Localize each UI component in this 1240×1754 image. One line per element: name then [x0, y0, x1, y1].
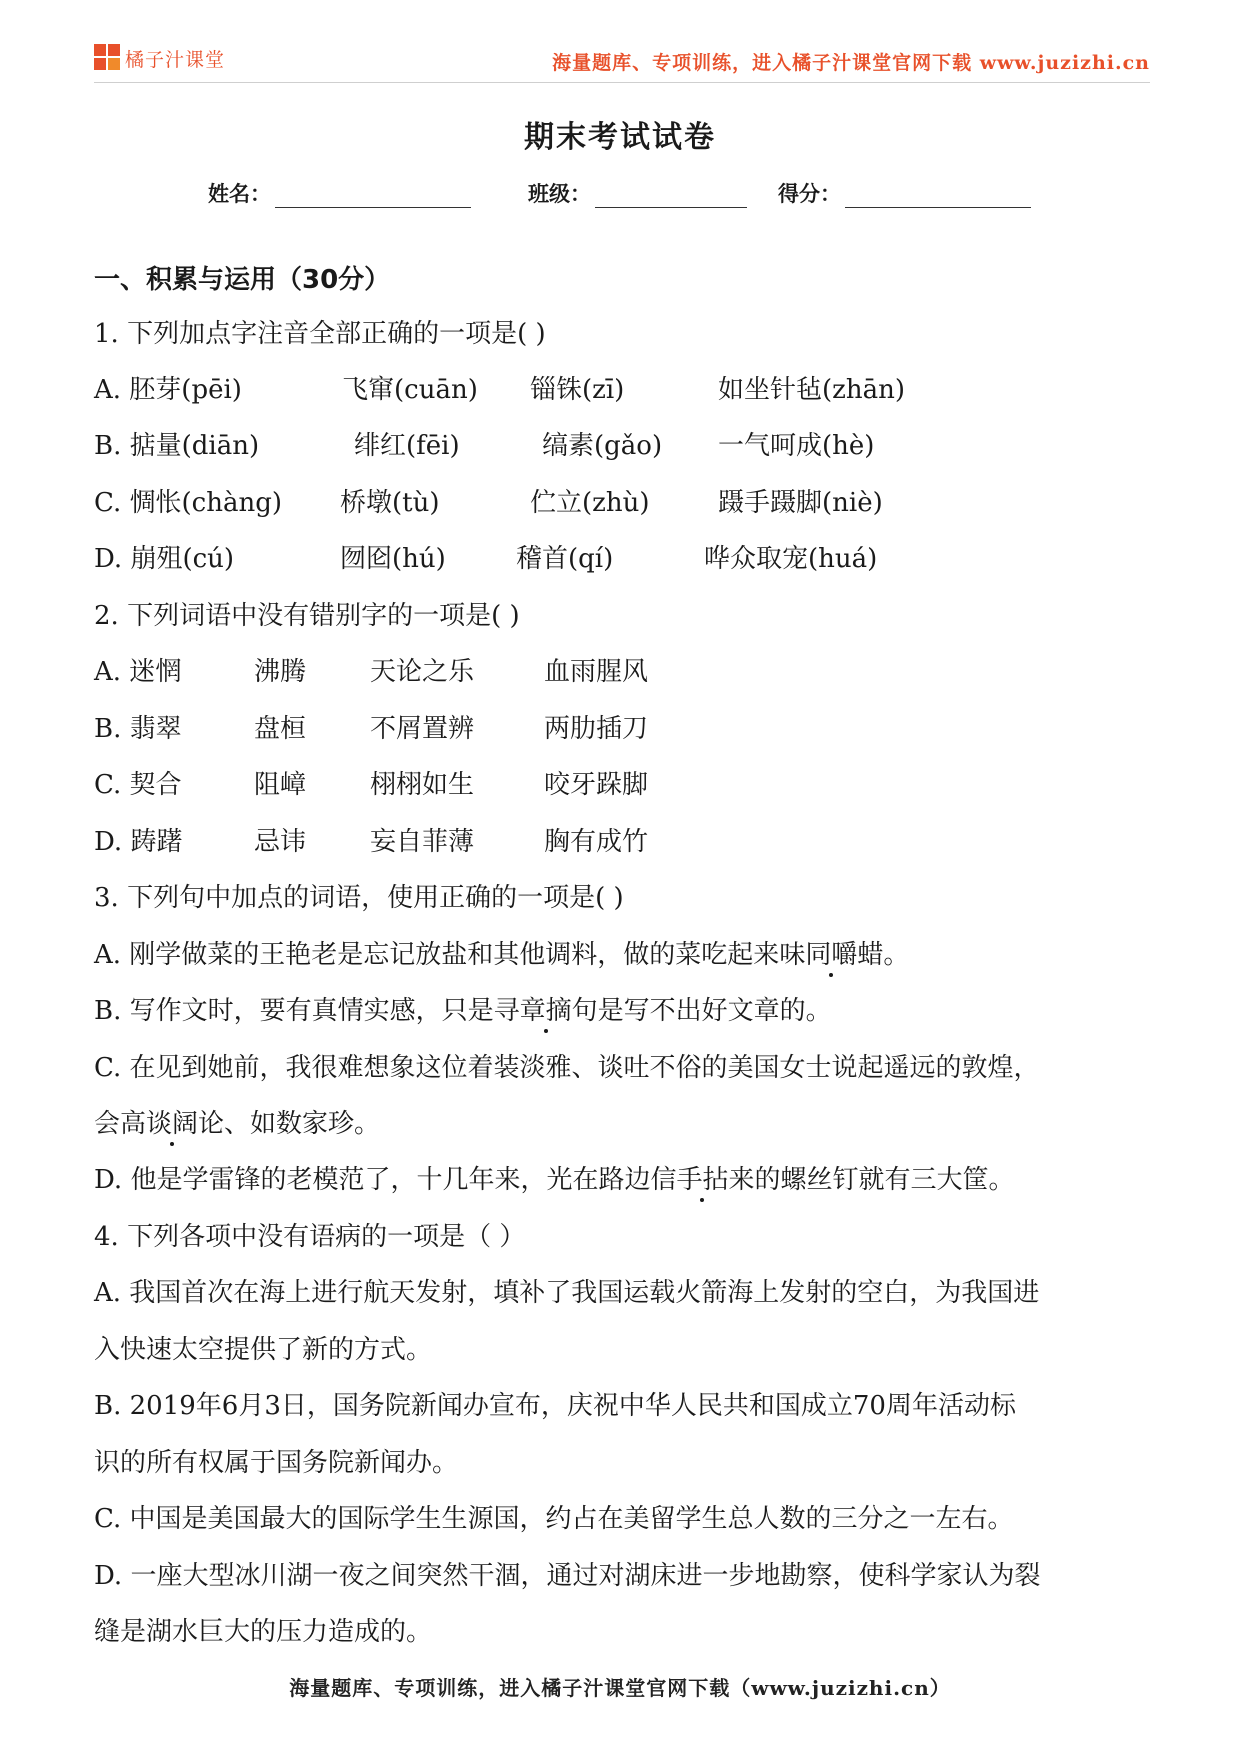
- question-4-stem: 4. 下列各项中没有语病的一项是（ ）: [94, 1222, 526, 1252]
- q3-option-d: [94, 1164, 1014, 1196]
- q1-a-4: 如坐针毡(zhān): [718, 375, 905, 405]
- q2-c-1: C. 契合: [94, 770, 182, 800]
- q4-option-d-line2: 缝是湖水巨大的压力造成的。: [94, 1617, 433, 1647]
- q1-b-4: 一气呵成(hè): [718, 431, 875, 461]
- q1-option-d: [94, 543, 1150, 575]
- name-blank: [275, 185, 471, 208]
- q4-option-a-line2: 入快速太空提供了新的方式。: [94, 1335, 433, 1365]
- q1-a-1: A. 胚芽(pēi): [94, 375, 242, 405]
- section-title: 一、积累与运用（30分）: [94, 265, 391, 295]
- q4-option-c: C. 中国是美国最大的国际学生生源国，约占在美留学生总人数的三分之一左右。: [94, 1504, 1014, 1534]
- q2-d-2: 忌讳: [254, 827, 307, 857]
- q2-a-3: 天论之乐: [370, 657, 475, 687]
- q2-a-4: 血雨腥风: [544, 657, 649, 687]
- question-1-stem: 1. 下列加点字注音全部正确的一项是( ): [94, 319, 546, 349]
- q3-option-c-line2: [94, 1108, 380, 1140]
- q3-a-dotted: 味同嚼蜡: [779, 940, 884, 970]
- q1-d-1: D. 崩殂(cú): [94, 544, 235, 574]
- q4-option-b-line1: B. 2019年6月3日，国务院新闻办宣布，庆祝中华人民共和国成立70周年活动标: [94, 1391, 1016, 1421]
- q1-b-1: B. 掂量(diān): [94, 431, 260, 461]
- q2-b-3: 不屑置辨: [370, 714, 475, 744]
- score-blank: [845, 185, 1031, 208]
- page-header: [94, 40, 1150, 80]
- q1-b-3: 缟素(gǎo): [542, 431, 663, 461]
- q3-c-text: 会: [94, 1109, 121, 1139]
- q2-d-3: 妄自菲薄: [370, 827, 475, 857]
- q1-c-2: 桥墩(tù): [340, 488, 440, 518]
- score-label: 得分：: [778, 182, 841, 206]
- q4-option-d-line1: D. 一座大型冰川湖一夜之间突然干涸，通过对湖床进一步地勘察，使科学家认为裂: [94, 1561, 1041, 1591]
- class-blank: [595, 185, 747, 208]
- q3-option-a: [94, 939, 909, 971]
- logo-text: 橘子汁课堂: [125, 48, 226, 71]
- q1-c-1: C. 惆怅(chàng): [94, 488, 282, 518]
- q2-d-4: 胸有成竹: [544, 827, 649, 857]
- score-field: [778, 178, 1031, 208]
- q3-b-text: B. 写作文时，要有真情实感，只是: [94, 996, 494, 1026]
- q3-d-text: D. 他是学雷锋的老模范了，十几年来，光在路边: [94, 1165, 651, 1195]
- q3-c-dotted: 高谈阔论: [120, 1109, 225, 1139]
- q1-b-2: 绯红(fēi): [354, 431, 460, 461]
- q3-b-dotted: 寻章摘句: [493, 996, 598, 1026]
- q3-b-end: 是写不出好文章的。: [597, 996, 832, 1026]
- q1-a-2: 飞窜(cuān): [342, 375, 478, 405]
- q1-a-3: 锱铢(zī): [530, 375, 625, 405]
- name-label: 姓名：: [208, 182, 271, 206]
- q3-a-end: 。: [883, 940, 910, 970]
- q2-b-4: 两肋插刀: [544, 714, 649, 744]
- page-footer: 海量题库、专项训练，进入橘子汁课堂官网下载（www.juzizhi.cn）: [289, 1676, 951, 1700]
- q1-option-a: [94, 374, 1150, 406]
- q4-option-a-line1: A. 我国首次在海上进行航天发射，填补了我国运载火箭海上发射的空白，为我国进: [94, 1278, 1040, 1308]
- q2-c-2: 阻嶂: [254, 770, 307, 800]
- q1-option-c: [94, 487, 1150, 519]
- q2-c-4: 咬牙跺脚: [544, 770, 649, 800]
- q4-option-b-line2: 识的所有权属于国务院新闻办。: [94, 1448, 459, 1478]
- logo: [94, 44, 225, 72]
- q2-a-2: 沸腾: [254, 657, 307, 687]
- q2-option-a: [94, 656, 1150, 688]
- q3-d-end: 的螺丝钉就有三大筐。: [754, 1165, 1015, 1195]
- q2-option-c: [94, 769, 1150, 801]
- q1-d-4: 哗众取宠(huá): [704, 544, 878, 574]
- q3-option-b: [94, 995, 832, 1027]
- q2-a-1: A. 迷惘: [94, 657, 182, 687]
- class-label: 班级：: [528, 182, 591, 206]
- name-field: [208, 178, 471, 208]
- q2-option-b: [94, 713, 1150, 745]
- logo-icon: [94, 44, 120, 72]
- q2-c-3: 栩栩如生: [370, 770, 475, 800]
- q2-b-1: B. 翡翠: [94, 714, 182, 744]
- q1-d-3: 稽首(qí): [516, 544, 614, 574]
- q1-c-4: 蹑手蹑脚(niè): [718, 488, 883, 518]
- q3-a-text: A. 刚学做菜的王艳老是忘记放盐和其他调料，做的菜吃起来: [94, 940, 780, 970]
- header-divider: [94, 82, 1150, 83]
- q3-option-c-line1: C. 在见到她前，我很难想象这位着装淡雅、谈吐不俗的美国女士说起遥远的敦煌，: [94, 1053, 1040, 1083]
- q3-d-dotted: 信手拈来: [650, 1165, 755, 1195]
- q2-option-d: [94, 826, 1150, 858]
- class-field: [528, 178, 747, 208]
- q3-c-end: 、如数家珍。: [224, 1109, 381, 1139]
- question-3-stem: 3. 下列句中加点的词语，使用正确的一项是( ): [94, 883, 624, 913]
- q1-c-3: 伫立(zhù): [530, 488, 650, 518]
- header-slogan: 海量题库、专项训练，进入橘子汁课堂官网下载 www.juzizhi.cn: [552, 52, 1150, 74]
- page-title: 期末考试试卷: [524, 120, 716, 155]
- q1-option-b: [94, 430, 1150, 462]
- question-2-stem: 2. 下列词语中没有错别字的一项是( ): [94, 601, 520, 631]
- q2-b-2: 盘桓: [254, 714, 307, 744]
- q1-d-2: 囫囵(hú): [340, 544, 446, 574]
- q2-d-1: D. 踌躇: [94, 827, 183, 857]
